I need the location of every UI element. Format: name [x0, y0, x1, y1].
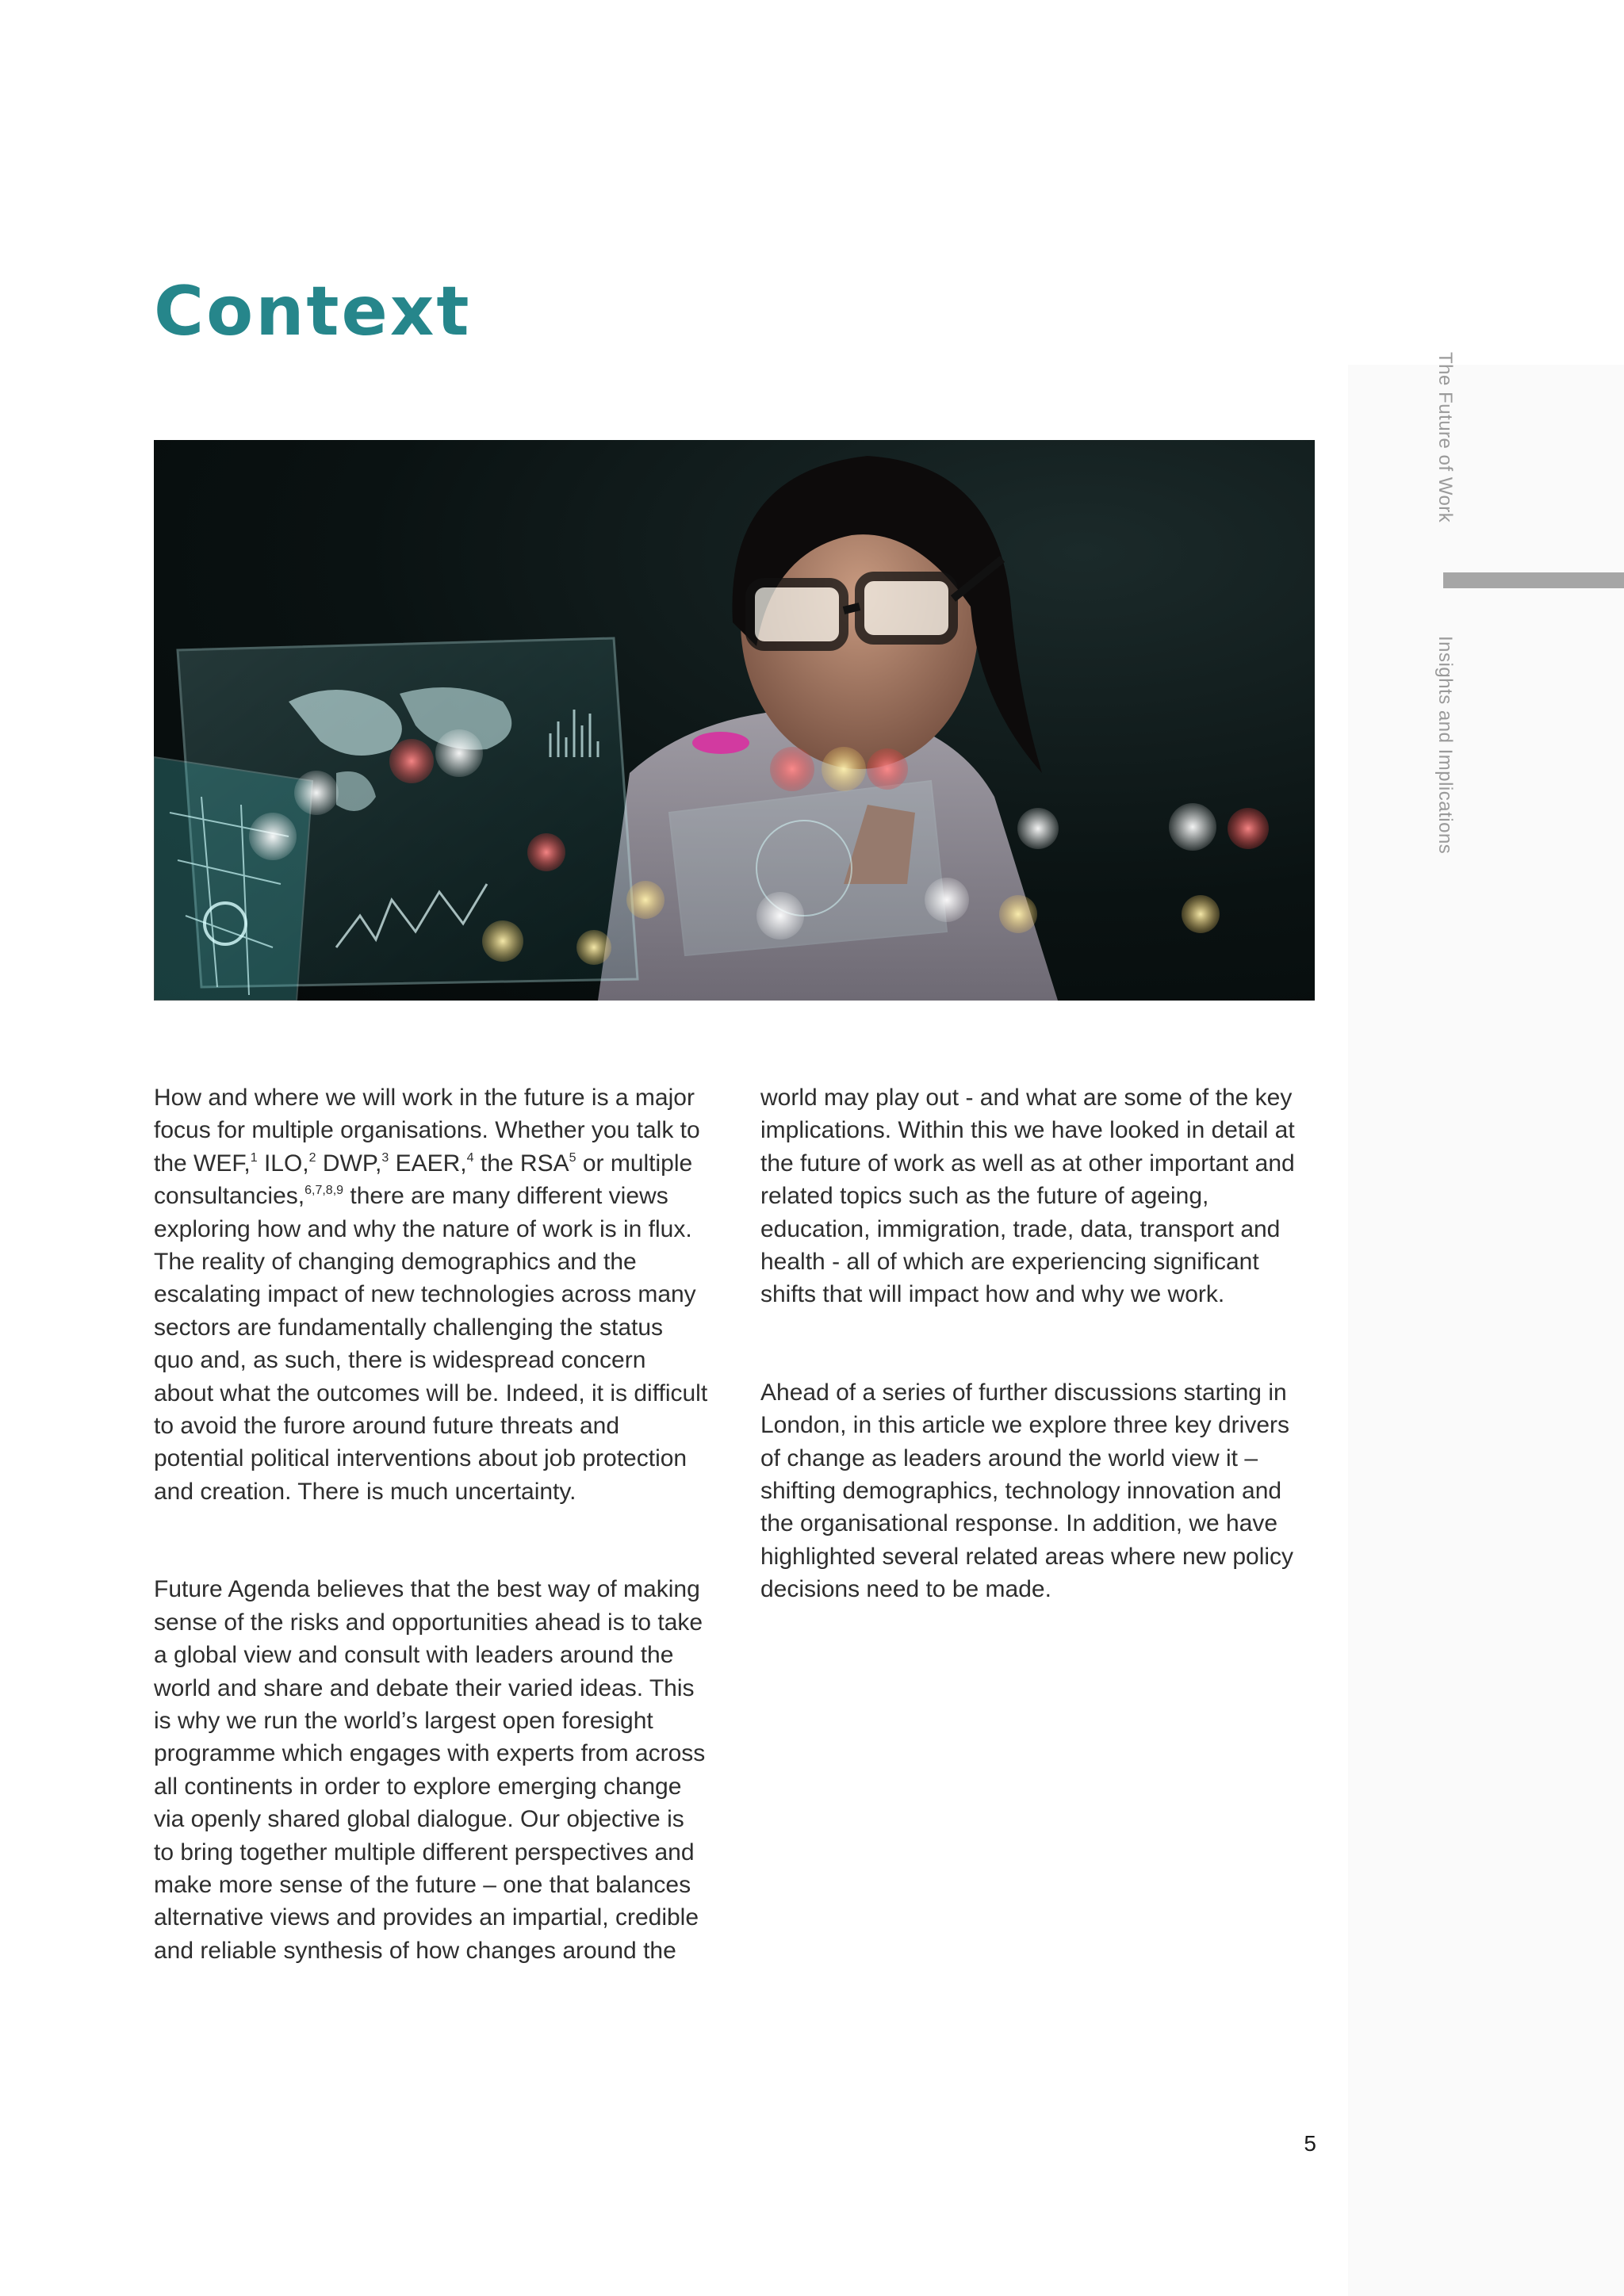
- text-run: the RSA: [473, 1150, 569, 1177]
- footnote-ref: 3: [381, 1150, 389, 1165]
- page-number: 5: [1304, 2131, 1316, 2156]
- text-run: DWP,: [316, 1150, 382, 1177]
- text-run: or multiple consultancies,: [154, 1150, 693, 1210]
- footnote-ref: 4: [466, 1150, 474, 1165]
- paragraph-implications: world may play out - and what are some of the key implications. Within this we have looked in detail at the future of work as well as at other important and related topics such as the future of ageing, education, immigration, trade, data, transport and health - all of which are experiencing significant shifts that will impact how and why we work.: [760, 1085, 1295, 1308]
- text-run: ILO,: [257, 1150, 309, 1177]
- footnote-ref: 6,7,8,9: [304, 1184, 344, 1198]
- sidebar-section-insights: Insights and Implications: [1434, 636, 1456, 855]
- footnote-ref: 1: [250, 1150, 258, 1165]
- footnote-ref: 2: [308, 1150, 316, 1165]
- footnote-ref: 5: [569, 1150, 576, 1165]
- hero-image: [154, 440, 1315, 1001]
- paragraph-future-agenda: Future Agenda believes that the best way of making sense of the risks and opportunities ahead is to take a global view and consult with leaders around the world and share and debate their varied ideas. This is why we run the world’s largest open foresight programme which engages with experts from across all continents in order to explore emerging change via openly shared global dialogue. Our objective is to bring together multiple different perspectives and make more sense of the future – one that balances alternative views and provides an impartial, credible and reliable synthesis of how changes around the: [154, 1576, 706, 1964]
- page-title: Context: [154, 272, 472, 351]
- paragraph-drivers: Ahead of a series of further discussions starting in London, in this article we explore three key drivers of change as leaders around the world view it – shifting demographics, technology innovation and the organisational response. In addition, we have highlighted several related areas where new policy decisions need to be made.: [760, 1379, 1294, 1603]
- sidebar-background: [1348, 365, 1624, 2296]
- holographic-interface-photo-icon: [154, 440, 1315, 1001]
- section-tab-marker: [1443, 572, 1624, 588]
- text-run: there are many different views exploring how and why the nature of work is in flux. The reality of changing demographics and the escalating impact of new technologies across many sectors are fundamentally challenging the status quo and, as such, there is widespread concern about what the outcomes will be. Indeed, it is difficult to avoid the furore around future threats and potential political interventions about job protection and creation. There is much uncertainty.: [154, 1183, 708, 1505]
- sidebar-section-future-of-work: The Future of Work: [1434, 352, 1456, 523]
- body-column-left: [154, 1081, 709, 1967]
- body-column-right: [760, 1081, 1316, 1606]
- text-run: How and where we will work in the future is a major focus for multiple organisations. Whether you talk to the WEF,: [154, 1085, 700, 1177]
- paragraph-intro: [154, 1081, 709, 1508]
- text-run: EAER,: [389, 1150, 467, 1177]
